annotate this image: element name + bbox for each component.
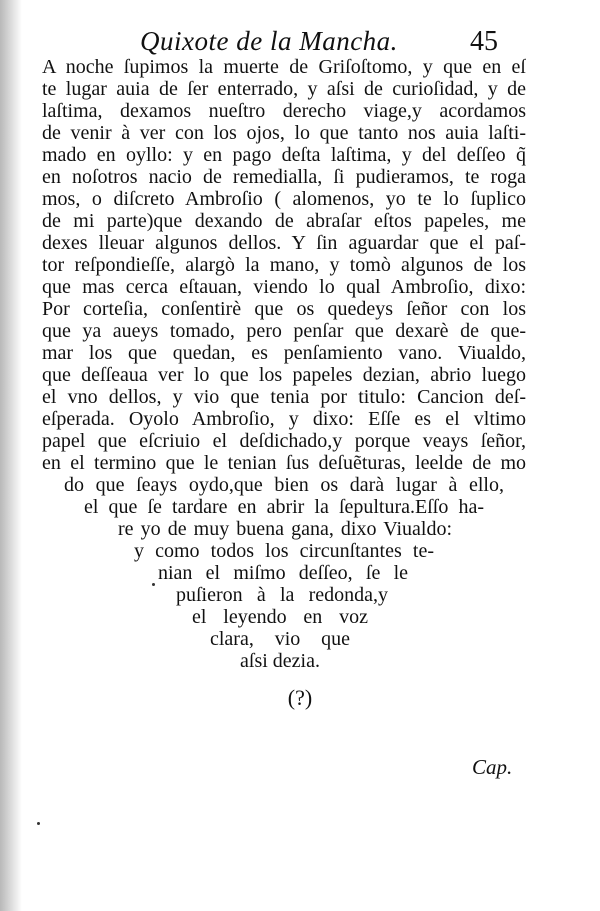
text-line: do que ſeays oydo,que bien os darà lugar à ello, xyxy=(64,474,504,496)
text-line: mado en oyllo: y en pago deſta laſtima, y del deſſeo q̃ xyxy=(42,144,526,166)
text-line: puſieron à la redonda,y xyxy=(176,584,388,606)
spine-shadow xyxy=(0,0,22,911)
ink-speck xyxy=(152,583,155,586)
text-line: clara, vio que xyxy=(210,628,350,650)
text-line: de mi parte)que dexando de abraſar eſtos papeles, me xyxy=(42,210,526,232)
text-line: papel que eſcriuio el deſdichado,y porque veays ſeñor, xyxy=(42,430,526,452)
text-line: tor reſpondieſſe, alargò la mano, y tomò algunos de los xyxy=(42,254,526,276)
catchword: Cap. xyxy=(472,755,513,779)
text-line: mos, o diſcreto Ambroſio ( alomenos, yo te lo ſuplico xyxy=(42,188,526,210)
text-line: re yo de muy buena gana, dixo Viualdo: xyxy=(118,518,452,540)
page-number: 45 xyxy=(470,26,498,57)
text-line: que ya aueys tomado, pero penſar que dexarè de que- xyxy=(42,320,526,342)
text-line: el que ſe tardare en abrir la ſepultura.Eſſo ha- xyxy=(84,496,484,518)
text-line: el leyendo en voz xyxy=(192,606,368,628)
text-line: de venir à ver con los ojos, lo que tanto nos auia laſti- xyxy=(42,122,526,144)
text-line: A noche ſupimos la muerte de Griſoſtomo, y que en eſ xyxy=(42,56,526,78)
text-line: en noſotros nacio de remedialla, ſi pudieramos, te roga xyxy=(42,166,526,188)
running-title: Quixote de la Mancha. xyxy=(140,26,398,56)
text-line: laſtima, dexamos nueſtro derecho viage,y acordamos xyxy=(42,100,526,122)
text-line: te lugar auia de ſer enterrado, y aſsi de curioſidad, y de xyxy=(42,78,526,100)
text-line: que deſſeaua ver lo que los papeles dezian, abrio luego xyxy=(42,364,526,386)
text-line: y como todos los circunſtantes te- xyxy=(134,540,434,562)
text-line: en el termino que le tenian ſus deſuẽturas, leelde de mo xyxy=(42,452,526,474)
ornament: (?) xyxy=(287,685,313,710)
body-text xyxy=(30,56,526,672)
text-line: aſsi dezia. xyxy=(240,650,320,672)
text-line: mar los que quedan, es penſamiento vano. Viualdo, xyxy=(42,342,526,364)
text-line: el vno dellos, y vio que tenia por titulo: Cancion deſ- xyxy=(42,386,526,408)
text-line: que mas cerca eſtauan, viendo lo qual Ambroſio, dixo: xyxy=(42,276,526,298)
text-line: nian el miſmo deſſeo, ſe le xyxy=(158,562,408,584)
ink-speck xyxy=(37,822,40,825)
text-line: eſperada. Oyolo Ambroſio, y dixo: Eſſe es el vltimo xyxy=(42,408,526,430)
text-line: dexes lleuar algunos dellos. Y ſin aguardar que el paſ- xyxy=(42,232,526,254)
text-line: Por corteſia, conſentirè que os quedeys ſeñor con los xyxy=(42,298,526,320)
